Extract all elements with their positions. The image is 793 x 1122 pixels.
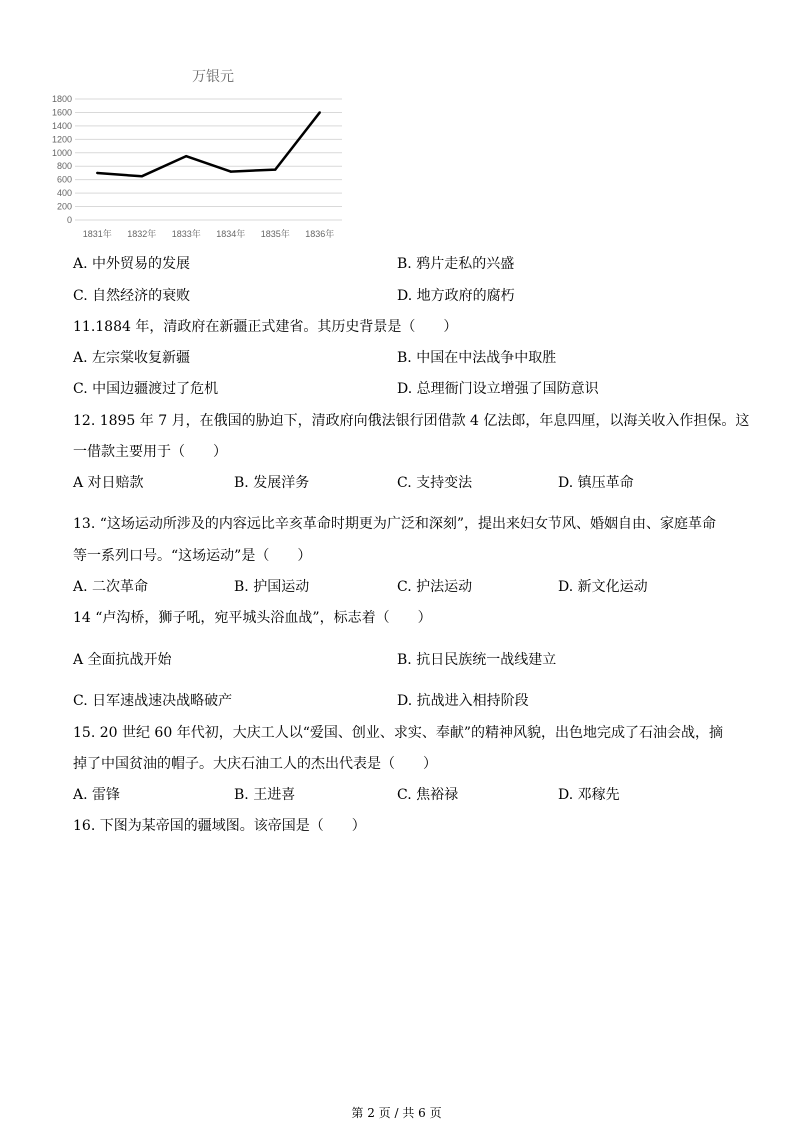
- text-line: D. 镇压革命: [558, 475, 634, 491]
- data-point: [274, 168, 276, 170]
- data-point: [141, 175, 143, 177]
- y-tick-label: 400: [56, 188, 72, 199]
- y-tick-label: 0: [66, 215, 72, 225]
- text-line: B. 抗日民族统一战线建立: [397, 652, 557, 668]
- data-point: [319, 111, 321, 113]
- text-line: D. 总理衙门设立增强了国防意识: [397, 381, 599, 397]
- text-line: 13. “这场运动所涉及的内容远比辛亥革命时期更为广泛和深刻”，提出来妇女节风、婚姻自由、家庭革命: [73, 516, 717, 532]
- text-line: 14 “卢沟桥，狮子吼，宛平城头浴血战”，标志着（ ）: [73, 610, 432, 626]
- y-tick-label: 200: [56, 201, 72, 212]
- y-tick-label: 1400: [51, 120, 72, 131]
- data-point: [230, 170, 232, 172]
- text-line: A 全面抗战开始: [73, 652, 172, 668]
- text-line: B. 中国在中法战争中取胜: [397, 350, 557, 366]
- text-line: 12. 1895 年 7 月，在俄国的胁迫下，清政府向俄法银行团借款 4 亿法郎，年息四厘，以海关收入作担保。这: [73, 413, 750, 429]
- text-line: 掉了中国贫油的帽子。大庆石油工人的杰出代表是（ ）: [73, 756, 437, 772]
- text-line: B. 护国运动: [234, 579, 310, 595]
- text-line: C. 自然经济的衰败: [73, 288, 191, 304]
- data-point: [96, 172, 98, 174]
- text-line: A. 雷锋: [73, 787, 121, 803]
- text-line: B. 发展洋务: [234, 475, 310, 491]
- text-line: B. 王进喜: [234, 787, 296, 803]
- text-line: D. 邓稼先: [558, 787, 620, 803]
- chart-title: 万银元: [192, 69, 234, 85]
- text-line: D. 新文化运动: [558, 579, 648, 595]
- text-line: A. 二次革命: [73, 579, 149, 595]
- y-tick-label: 1200: [51, 134, 72, 145]
- text-line: B. 鸦片走私的兴盛: [397, 256, 515, 272]
- text-line: A. 左宗棠收复新疆: [73, 350, 191, 366]
- text-line: C. 中国边疆渡过了危机: [73, 381, 219, 397]
- x-tick-label: 1831年: [82, 229, 112, 239]
- text-line: 11.1884 年，清政府在新疆正式建省。其历史背景是（ ）: [73, 319, 458, 335]
- series-line: [97, 112, 320, 176]
- page-footer: 第 2 页 / 共 6 页: [351, 1106, 442, 1120]
- text-line: D. 抗战进入相持阶段: [397, 693, 529, 709]
- text-line: 15. 20 世纪 60 年代初，大庆工人以“爱国、创业、求实、奉献”的精神风貌，出色地完成了石油会战，摘: [73, 725, 724, 741]
- y-tick-label: 1000: [51, 147, 72, 158]
- trade-line-chart: [51, 60, 360, 250]
- text-line: A 对日赔款: [73, 475, 144, 491]
- text-line: A. 中外贸易的发展: [73, 256, 191, 272]
- text-line: 等一系列口号。“这场运动”是（ ）: [73, 548, 312, 564]
- text-line: 一借款主要用于（ ）: [73, 444, 227, 460]
- text-line: C. 日军速战速决战略破产: [73, 693, 233, 709]
- y-tick-label: 600: [56, 174, 72, 185]
- x-tick-label: 1834年: [216, 229, 246, 239]
- y-tick-label: 1600: [51, 107, 72, 118]
- y-tick-label: 1800: [51, 94, 72, 104]
- text-line: 16. 下图为某帝国的疆域图。该帝国是（ ）: [73, 818, 366, 834]
- x-tick-label: 1832年: [127, 229, 157, 239]
- text-line: C. 焦裕禄: [397, 787, 459, 803]
- x-tick-label: 1833年: [171, 229, 201, 239]
- y-tick-label: 800: [56, 161, 72, 172]
- text-line: D. 地方政府的腐朽: [397, 288, 515, 304]
- x-tick-label: 1835年: [260, 229, 290, 239]
- data-point: [185, 155, 187, 157]
- x-tick-label: 1836年: [305, 229, 335, 239]
- text-line: C. 支持变法: [397, 475, 473, 491]
- text-line: C. 护法运动: [397, 579, 473, 595]
